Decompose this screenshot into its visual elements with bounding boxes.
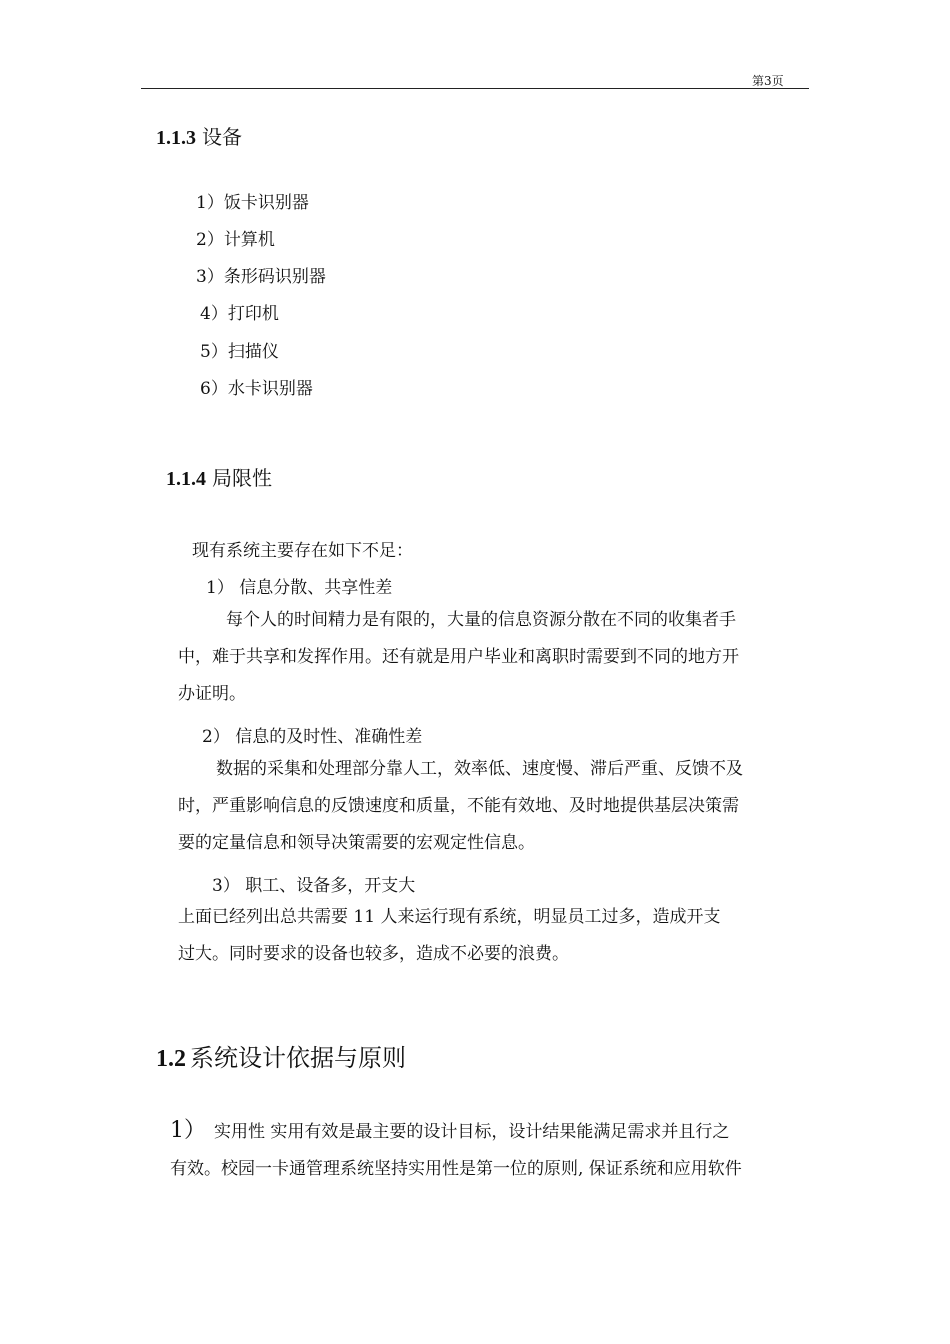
heading-title: 系统设计依据与原则 <box>190 1044 406 1072</box>
equipment-item-4: 4）打印机 <box>200 304 279 324</box>
text-line: 中，难于共享和发挥作用。还有就是用户毕业和离职时需要到不同的地方开 <box>178 647 739 667</box>
text-line: 有效。校园一卡通管理系统坚持实用性是第一位的原则, 保证系统和应用软件 <box>170 1159 742 1179</box>
point-1-title: 1） 信息分散、共享性差 <box>206 578 393 598</box>
text-line: 每个人的时间精力是有限的，大量的信息资源分散在不同的收集者手 <box>226 610 736 630</box>
heading-title: 设备 <box>202 125 242 149</box>
principle-1 <box>170 1112 742 1188</box>
text-line: 过大。同时要求的设备也较多，造成不必要的浪费。 <box>178 944 569 964</box>
point-3-title: 3） 职工、设备多，开支大 <box>212 876 416 896</box>
text-line: 要的定量信息和领导决策需要的宏观定性信息。 <box>178 833 535 853</box>
text-line: 时，严重影响信息的反馈速度和质量，不能有效地、及时地提供基层决策需 <box>178 796 739 816</box>
limitations-intro: 现有系统主要存在如下不足： <box>192 541 413 561</box>
text-line: 上面已经列出总共需要 11 人来运行现有系统，明显员工过多，造成开支 <box>178 907 721 927</box>
equipment-item-1: 1）饭卡识别器 <box>196 193 309 213</box>
header-rule <box>141 88 809 89</box>
heading-number: 1.1.3 <box>156 127 196 149</box>
equipment-item-6: 6）水卡识别器 <box>200 379 313 399</box>
point-3-text <box>178 899 720 973</box>
heading-1-2 <box>156 1038 406 1073</box>
text-line: 数据的采集和处理部分靠人工，效率低、速度慢、滞后严重、反馈不及 <box>216 759 743 779</box>
text-line <box>170 1112 742 1151</box>
heading-1-1-3 <box>156 121 242 150</box>
equipment-item-2: 2）计算机 <box>196 230 275 250</box>
heading-1-1-4 <box>166 462 272 491</box>
heading-number: 1.2 <box>156 1046 186 1072</box>
point-1-text <box>178 602 739 713</box>
heading-title: 局限性 <box>212 466 272 490</box>
principle-text: 实用性 实用有效是最主要的设计目标，设计结果能满足需求并且行之 <box>214 1122 730 1142</box>
principle-number: 1） <box>170 1118 206 1143</box>
page-number: 第3页 <box>752 74 784 88</box>
equipment-item-5: 5）扫描仪 <box>200 342 279 362</box>
point-2-title: 2） 信息的及时性、准确性差 <box>202 727 423 747</box>
point-2-text <box>178 751 743 862</box>
text-line: 办证明。 <box>178 684 246 704</box>
equipment-item-3: 3）条形码识别器 <box>196 267 326 287</box>
heading-number: 1.1.4 <box>166 468 206 490</box>
